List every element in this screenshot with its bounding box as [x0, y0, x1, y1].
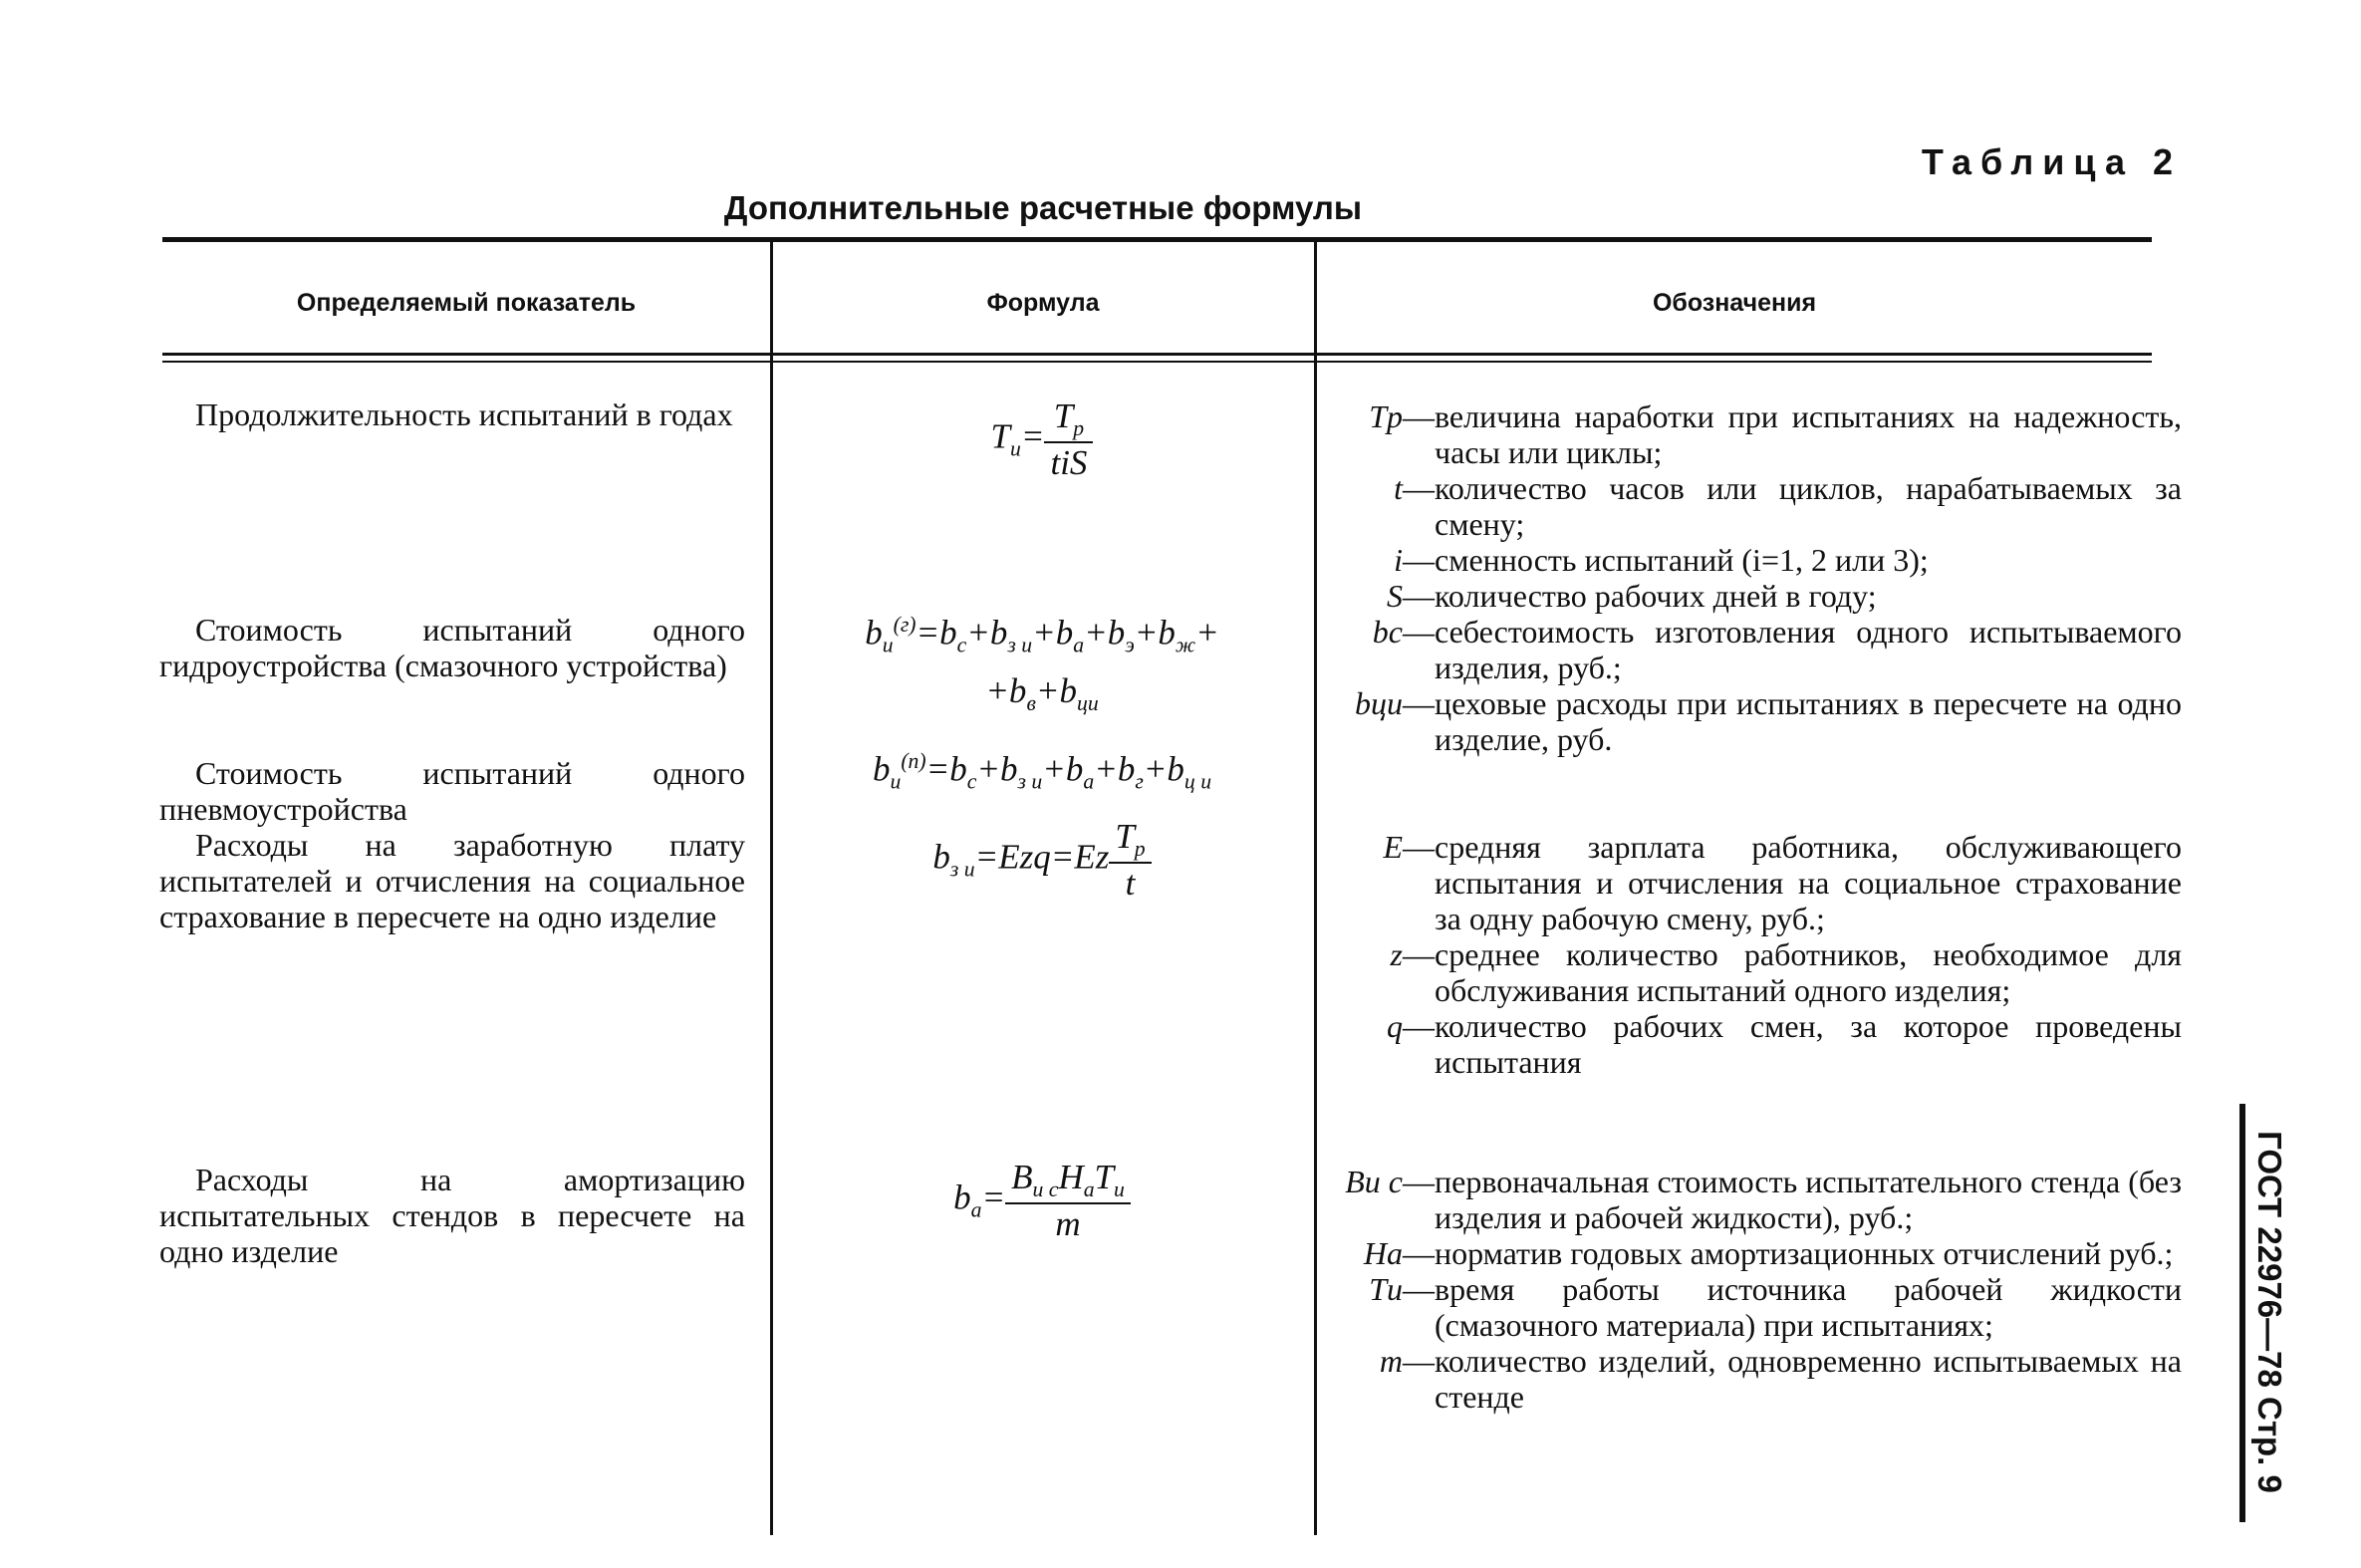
legend-entry: t — количество часов или циклов, нарабатываемых за смену; — [1394, 470, 2182, 542]
legend-group-3 — [1315, 1164, 2182, 1415]
legend-entry: E — средняя зарплата работника, обслуживающего испытания и отчисления на социальное страхование за одну рабочую смену, руб.; — [1383, 829, 2182, 936]
indicator-salary-expenses: Расходы на заработную плату испытателей и отчисления на социальное страхование в пересчете на одно изделие — [159, 827, 745, 934]
legend-entry: z — среднее количество работников, необходимое для обслуживания испытаний одного изделия; — [1390, 936, 2182, 1008]
table-top-rule — [162, 237, 2152, 242]
legend-entry: Tи — время работы источника рабочей жидкости (смазочного материала) при испытаниях; — [1369, 1271, 2182, 1343]
header-designations: Обозначения — [1652, 289, 1817, 317]
legend-entry: q — количество рабочих смен, за которое проведены испытания — [1387, 1008, 2182, 1080]
page-stamp — [2239, 1104, 2288, 1522]
formula-depreciation: $b_а=$ $\frac{B_{и с}H_аT_и}{m}$ — [773, 1158, 1311, 1244]
indicator-depreciation: Расходы на амортизацию испытательных стендов в пересчете на одно изделие — [159, 1162, 745, 1269]
header-indicator: Определяемый показатель — [296, 289, 637, 317]
legend-entry: bс — себестоимость изготовления одного испытываемого изделия, руб.; — [1372, 614, 2182, 685]
legend-entry: Bи с — первоначальная стоимость испытательного стенда (без изделия и рабочей жидкости), руб.; — [1345, 1164, 2182, 1235]
table-title: Дополнительные расчетные формулы — [723, 189, 1363, 226]
legend-entry: S — количество рабочих дней в году; — [1387, 578, 1877, 614]
table-label: Таблица 2 — [1921, 141, 2182, 182]
header-bottom-rule-1 — [162, 353, 2152, 356]
legend-group-1 — [1315, 398, 2182, 757]
legend-entry: i — сменность испытаний (i=1, 2 или 3); — [1394, 542, 1929, 578]
page-stamp-text: ГОСТ 22976—78 Стр. 9 — [2251, 1131, 2288, 1493]
formula-salary: $b_{з и}=Ezq=Ez$ $\frac{T_р}{t}$ — [773, 817, 1311, 904]
header-bottom-rule-2 — [162, 361, 2152, 363]
legend-entry: bци — цеховые расходы при испытаниях в пересчете на одно изделие, руб. — [1355, 685, 2182, 757]
legend-entry: Hа — норматив годовых амортизационных отчислений руб.; — [1363, 1235, 2174, 1271]
legend-group-2 — [1315, 829, 2182, 1080]
formula-hydro-cost: $b_и^{(г)}=b_с+b_{з и}+b_а+b_э+b_ж+$ $+b_в+b_{ци}$ — [865, 613, 1219, 715]
page-stamp-bar — [2239, 1104, 2245, 1522]
formula-duration: $T_и=$ $\frac{T_р}{\text{tiS}}$ — [773, 396, 1311, 483]
legend-entry: m — количество изделий, одновременно испытываемых на стенде — [1379, 1343, 2182, 1415]
formula-pneumo-cost: $b_и^{(п)}=b_с+b_{з и}+b_а+b_г+b_{ц и}$ — [872, 749, 1212, 794]
legend-entry: Tр — величина наработки при испытаниях на надежность, часы или циклы; — [1369, 398, 2182, 470]
indicator-duration: Продолжительность испытаний в годах — [195, 396, 733, 432]
header-formula: Формула — [986, 289, 1100, 317]
indicator-pneumo-cost: Стоимость испытаний одного пневмоустройства — [159, 755, 745, 827]
indicator-hydro-cost: Стоимость испытаний одного гидроустройства (смазочного устройства) — [159, 612, 745, 683]
